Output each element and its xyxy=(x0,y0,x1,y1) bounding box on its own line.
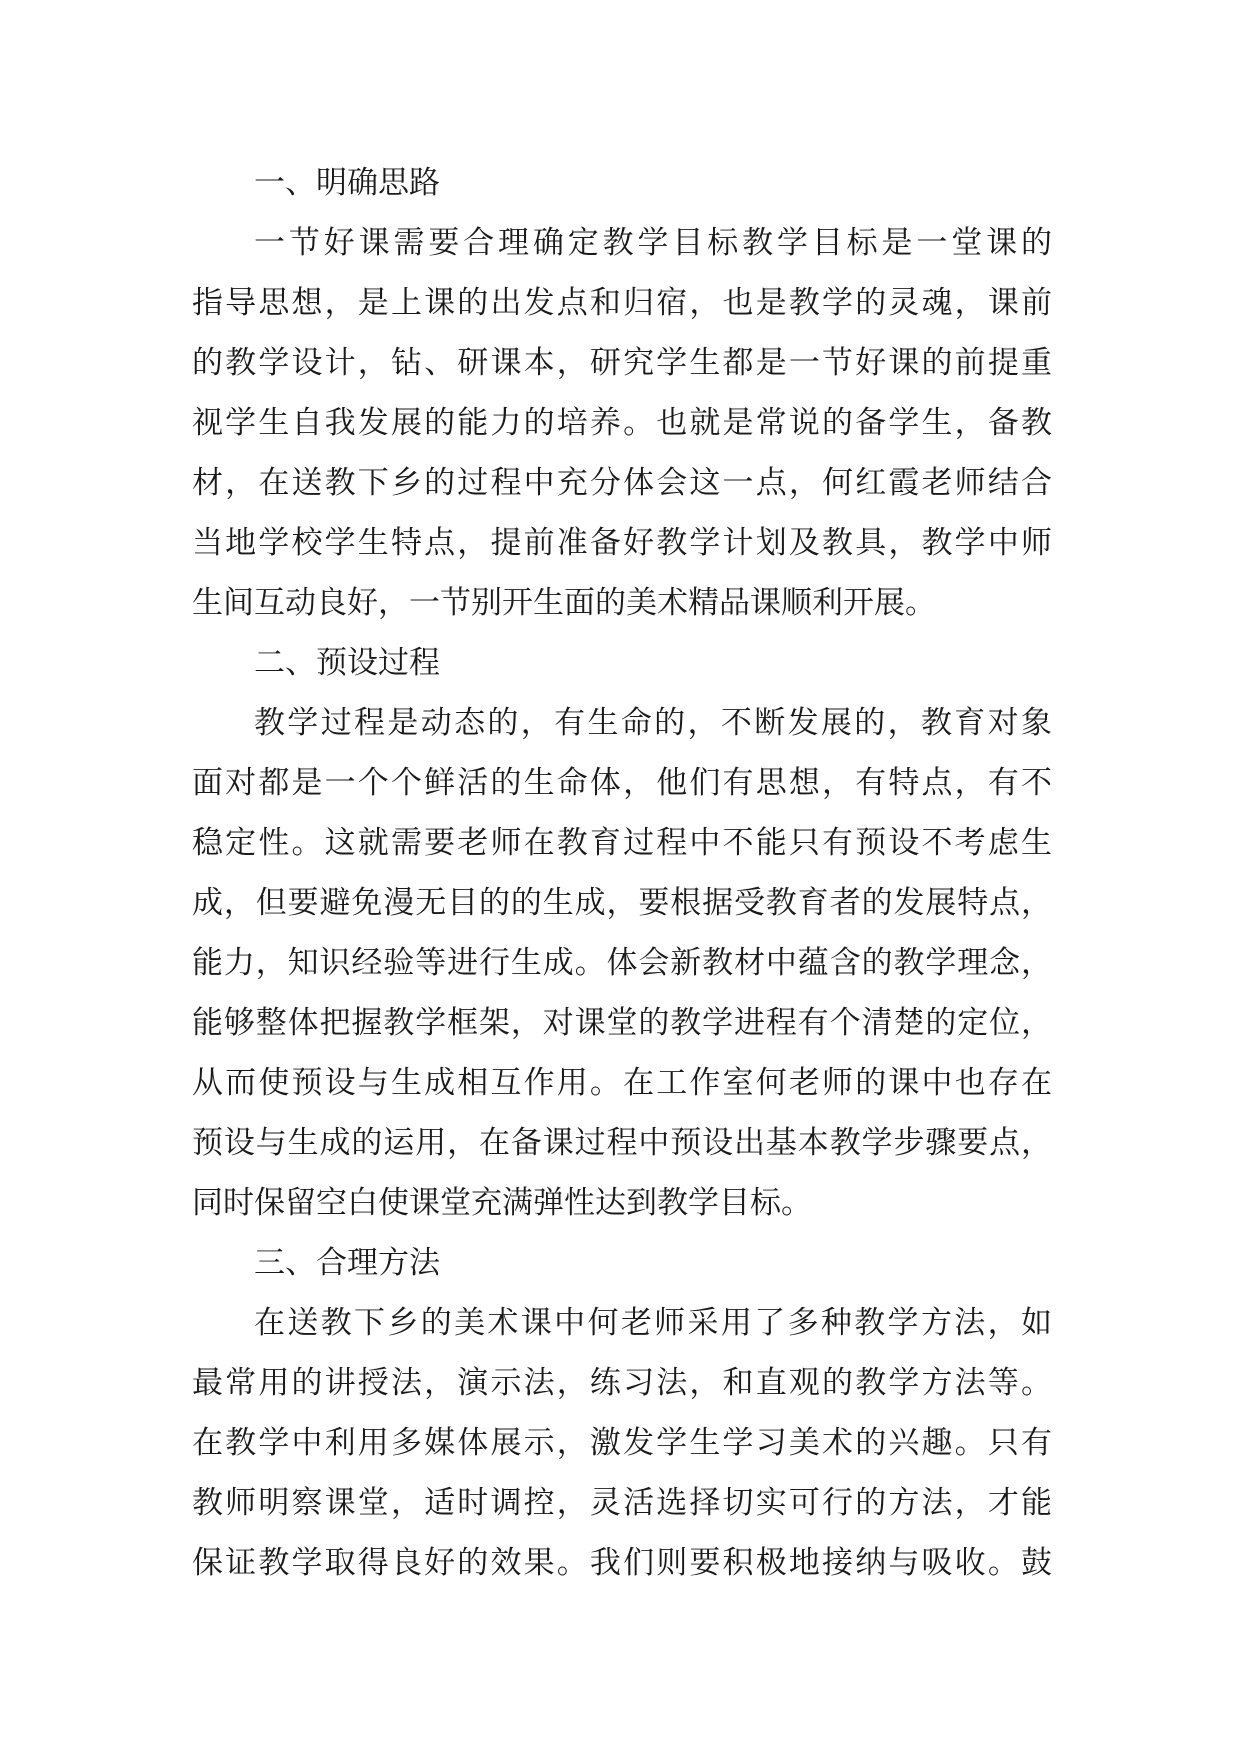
paragraph-line: 教师明察课堂，适时调控，灵活选择切实可行的方法，才能 xyxy=(192,1485,1052,1521)
paragraph-line: 成，但要避免漫无目的的生成，要根据受教育者的发展特点， xyxy=(192,885,1052,921)
document-page xyxy=(192,160,1052,1600)
paragraph-line: 能力，知识经验等进行生成。体会新教材中蕴含的教学理念， xyxy=(192,945,1052,981)
paragraph-line: 在送教下乡的美术课中何老师采用了多种教学方法，如 xyxy=(254,1305,1052,1341)
paragraph-line: 视学生自我发展的能力的培养。也就是常说的备学生，备教 xyxy=(192,405,1052,441)
paragraph-line: 预设与生成的运用，在备课过程中预设出基本教学步骤要点， xyxy=(192,1125,1052,1161)
paragraph-line: 一节好课需要合理确定教学目标教学目标是一堂课的 xyxy=(254,225,1052,261)
paragraph-line: 在教学中利用多媒体展示，激发学生学习美术的兴趣。只有 xyxy=(192,1425,1052,1461)
paragraph-line: 同时保留空白使课堂充满弹性达到教学目标。 xyxy=(192,1185,812,1221)
paragraph-line: 最常用的讲授法，演示法，练习法，和直观的教学方法等。 xyxy=(192,1365,1052,1401)
paragraph-line: 能够整体把握教学框架，对课堂的教学进程有个清楚的定位， xyxy=(192,1005,1052,1041)
paragraph-line: 生间互动良好，一节别开生面的美术精品课顺利开展。 xyxy=(192,585,936,621)
paragraph-line: 材，在送教下乡的过程中充分体会这一点，何红霞老师结合 xyxy=(192,465,1052,501)
paragraph-line: 教学过程是动态的，有生命的，不断发展的，教育对象 xyxy=(254,705,1052,741)
section-heading: 一、明确思路 xyxy=(254,165,440,201)
paragraph-line: 当地学校学生特点，提前准备好教学计划及教具，教学中师 xyxy=(192,525,1052,561)
paragraph-line: 指导思想，是上课的出发点和归宿，也是教学的灵魂，课前 xyxy=(192,285,1052,321)
paragraph-line: 从而使预设与生成相互作用。在工作室何老师的课中也存在 xyxy=(192,1065,1052,1101)
paragraph-line: 面对都是一个个鲜活的生命体，他们有思想，有特点，有不 xyxy=(192,765,1052,801)
paragraph-line: 稳定性。这就需要老师在教育过程中不能只有预设不考虑生 xyxy=(192,825,1052,861)
section-heading: 二、预设过程 xyxy=(254,645,440,681)
paragraph-line: 保证教学取得良好的效果。我们则要积极地接纳与吸收。鼓 xyxy=(192,1545,1052,1581)
section-heading: 三、合理方法 xyxy=(254,1245,440,1281)
paragraph-line: 的教学设计，钻、研课本，研究学生都是一节好课的前提重 xyxy=(192,345,1052,381)
